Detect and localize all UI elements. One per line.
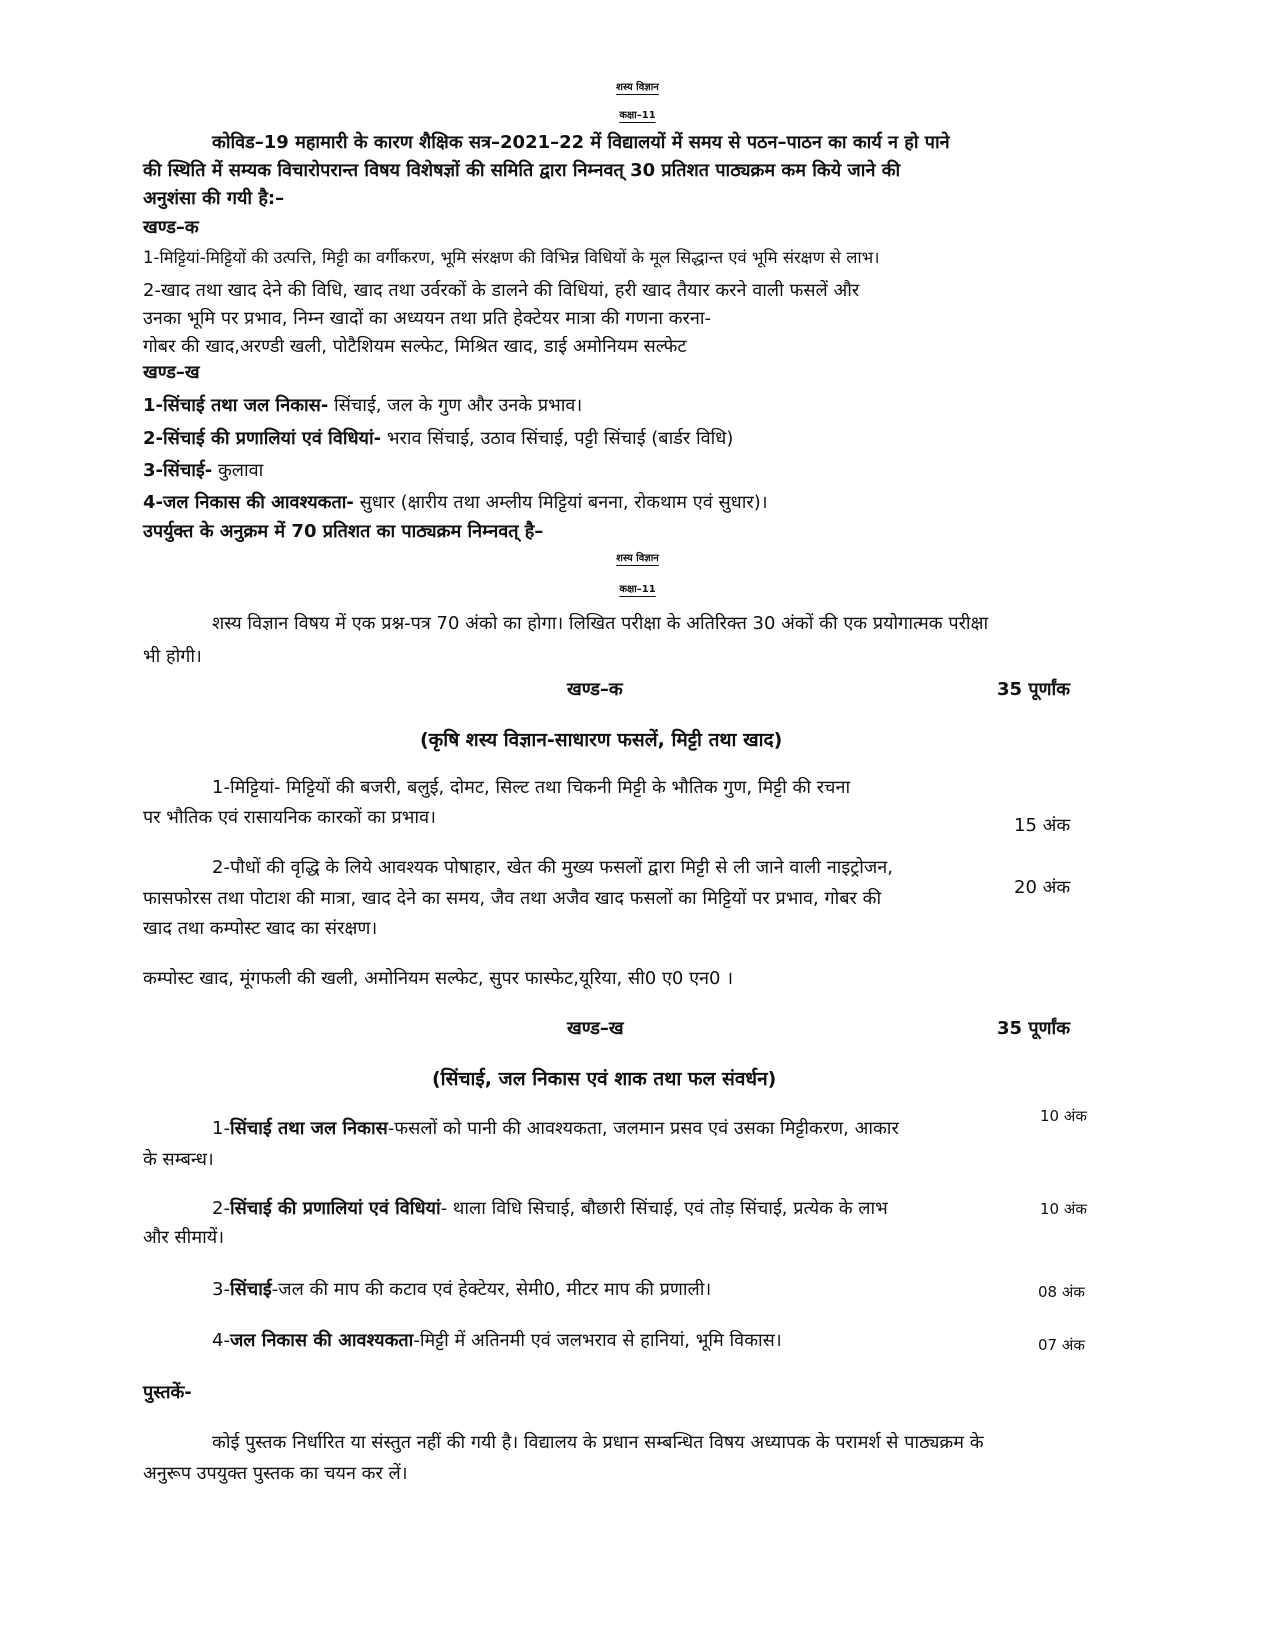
list-item: गोबर की खाद,अरण्डी खली, पोटैशियम सल्फेट, मिश्रित खाद, डाई अमोनियम सल्फेट	[143, 336, 687, 357]
section-heading-khand-k: खण्ड–क	[143, 217, 199, 238]
list-item: 1-मिट्टियां- मिट्टियों की बजरी, बलुई, दोमट, सिल्ट तथा चिकनी मिट्टी के भौतिक गुण, मिट्टी की रचना	[212, 777, 851, 798]
list-item: के सम्बन्ध।	[143, 1149, 214, 1170]
intro-line: भी होगी।	[143, 646, 202, 667]
list-item: फासफोरस तथा पोटाश की मात्रा, खाद देने का समय, जैव तथा अजैव खाद फसलों का मिट्टियों पर प्रभाव, गोबर की	[143, 888, 882, 909]
list-item: उनका भूमि पर प्रभाव, निम्न खादों का अध्ययन तथा प्रति हेक्टेयर मात्रा की गणना करना-	[143, 308, 712, 329]
class-2: कक्षा–11	[619, 584, 656, 595]
list-item: 1-मिट्टियां-मिट्टियों की उत्पत्ति, मिट्टी का वर्गीकरण, भूमि संरक्षण की विभिन्न विधियों के मूल सिद्धान्त एवं भूमि संरक्षण से लाभ।	[143, 248, 880, 267]
list-item: पर भौतिक एवं रासायनिक कारकों का प्रभाव।	[143, 807, 436, 828]
section-marks: 35 पूर्णांक	[997, 1018, 1071, 1039]
section-subtitle: (सिंचाई, जल निकास एवं शाक तथा फल संवर्धन)	[432, 1068, 777, 1090]
section-heading-khand-k: खण्ड–क	[567, 679, 623, 700]
list-item: खाद तथा कम्पोस्ट खाद का संरक्षण।	[143, 918, 378, 939]
section-marks: 35 पूर्णांक	[997, 679, 1071, 700]
list-item: 4-जल निकास की आवश्यकता-मिट्टी में अतिनमी एवं जलभराव से हानियां, भूमि विकास।	[212, 1330, 782, 1351]
item-marks: 10 अंक	[1040, 1107, 1087, 1125]
item-marks: 07 अंक	[1038, 1336, 1085, 1354]
section-heading-khand-kh: खण्ड–ख	[567, 1018, 624, 1039]
intro-line: की स्थिति में सम्यक विचारोपरान्त विषय विशेषज्ञों की समिति द्वारा निम्नवत् 30 प्रतिशत पाठ्यक्रम कम किये जाने की	[143, 160, 901, 181]
item-marks: 10 अंक	[1040, 1200, 1087, 1218]
books-text: कोई पुस्तक निर्धारित या संस्तुत नहीं की गयी है। विद्यालय के प्रधान सम्बन्धित विषय अध्यापक के परामर्श से पाठ्यक्रम के	[212, 1432, 984, 1453]
list-item: 4-जल निकास की आवश्यकता- सुधार (क्षारीय तथा अम्लीय मिट्टियां बनना, रोकथाम एवं सुधार)।	[143, 492, 768, 513]
intro-line: अनुशंसा की गयी है:–	[143, 188, 285, 209]
section-heading-khand-kh: खण्ड–ख	[143, 362, 200, 383]
item-marks: 20 अंक	[1014, 877, 1071, 898]
list-item: 2-पौधों की वृद्धि के लिये आवश्यक पोषाहार, खेत की मुख्य फसलों द्वारा मिट्टी से ली जाने वाली नाइट्रोजन,	[212, 857, 893, 878]
list-item: 2-सिंचाई की प्रणालियां एवं विधियां- थाला विधि सिचाई, बौछारी सिंचाई, एवं तोड़ सिंचाई, प्रत्येक के लाभ	[212, 1198, 888, 1219]
intro-line: शस्य विज्ञान विषय में एक प्रश्न-पत्र 70 अंको का होगा। लिखित परीक्षा के अतिरिक्त 30 अंकों की एक प्रयोगात्मक परीक्षा	[212, 613, 989, 634]
list-item: 1-सिंचाई तथा जल निकास-फसलों को पानी की आवश्यकता, जलमान प्रसव एवं उसका मिट्टीकरण, आकार	[212, 1118, 899, 1139]
books-heading: पुस्तकें-	[143, 1382, 192, 1403]
title-1: शस्य विज्ञान	[616, 82, 659, 93]
list-item: 2-खाद तथा खाद देने की विधि, खाद तथा उर्वरकों के डालने की विधियां, हरी खाद तैयार करने वाली फसलें और	[143, 280, 860, 301]
intro-line: कोविड–19 महामारी के कारण शैक्षिक सत्र–2021–22 में विद्यालयों में समय से पठन–पाठन का कार्य न हो पाने	[212, 132, 950, 153]
item-marks: 15 अंक	[1014, 815, 1071, 836]
item-marks: 08 अंक	[1038, 1283, 1085, 1301]
list-item: 3-सिंचाई- कुलावा	[143, 460, 264, 481]
list-item: 2-सिंचाई की प्रणालियां एवं विधियां- भराव सिंचाई, उठाव सिंचाई, पट्टी सिंचाई (बार्डर विधि)	[143, 428, 734, 449]
title-2: शस्य विज्ञान	[616, 553, 659, 564]
list-item: 1-सिंचाई तथा जल निकास- सिंचाई, जल के गुण और उनके प्रभाव।	[143, 395, 583, 416]
section-subtitle: (कृषि शस्य विज्ञान-साधारण फसलें, मिट्टी तथा खाद)	[420, 729, 783, 751]
class-1: कक्षा–11	[619, 110, 656, 121]
list-item: कम्पोस्ट खाद, मूंगफली की खली, अमोनियम सल्फेट, सुपर फास्फेट,यूरिया, सी0 ए0 एन0 ।	[143, 968, 734, 989]
list-item: और सीमायें।	[143, 1227, 225, 1248]
books-text: अनुरूप उपयुक्त पुस्तक का चयन कर लें।	[143, 1463, 408, 1484]
list-item: 3-सिंचाई-जल की माप की कटाव एवं हेक्टेयर, सेमी0, मीटर माप की प्रणाली।	[212, 1279, 712, 1300]
closing-statement: उपर्युक्त के अनुक्रम में 70 प्रतिशत का पाठ्यक्रम निम्नवत् है–	[143, 521, 544, 542]
